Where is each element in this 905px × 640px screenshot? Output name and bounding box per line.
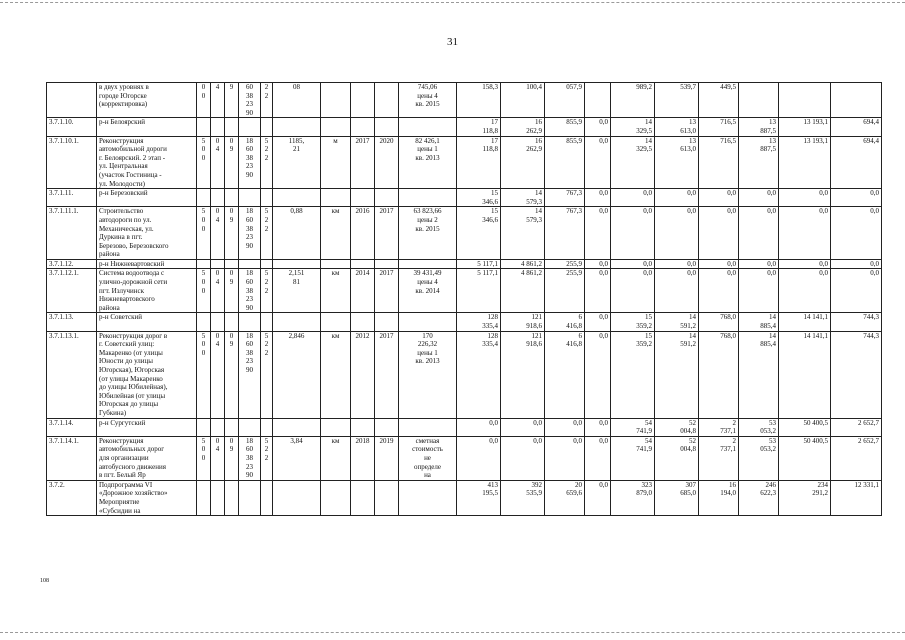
cell-d5 — [261, 189, 273, 207]
cell-v5: 15 359,2 — [611, 331, 655, 418]
cell-y2: 2020 — [375, 136, 399, 189]
cell-y1 — [351, 480, 375, 515]
cell-v4: 0,0 — [585, 259, 611, 269]
cell-y2: 2017 — [375, 207, 399, 260]
cell-v7: 16 194,0 — [699, 480, 739, 515]
cell-v3: 255,9 — [545, 269, 585, 313]
cell-v2: 16 262,9 — [501, 118, 545, 136]
cell-name: Реконструкция дорог в г. Советский улиц: Макаренко (от улицы Юности до улицы Югорская), Югорская (от улицы Макаренко до улицы Юбилейная), Юбилейная (от улицы Югорская до улицы Губкина) — [97, 331, 197, 418]
table-row — [47, 189, 882, 207]
cell-d6: 1185, 21 — [273, 136, 321, 189]
cell-v9: 13 193,1 — [779, 118, 831, 136]
cell-unit: км — [321, 207, 351, 260]
cell-d1: 5 0 0 — [197, 436, 211, 480]
cell-v9: 14 141,1 — [779, 331, 831, 418]
cell-v4: 0,0 — [585, 207, 611, 260]
scan-edge-bottom — [0, 632, 905, 633]
cell-v8: 13 887,5 — [739, 118, 779, 136]
cell-d2 — [211, 259, 225, 269]
cell-v6: 539,7 — [655, 83, 699, 118]
cell-d2 — [211, 189, 225, 207]
cell-v10: 2 652,7 — [831, 436, 882, 480]
cell-v3: 6 416,8 — [545, 331, 585, 418]
cell-cost — [399, 418, 457, 436]
cell-code: 3.7.1.11.1. — [47, 207, 97, 260]
cell-v6: 14 591,2 — [655, 313, 699, 331]
cell-d3 — [225, 480, 239, 515]
cell-v7: 716,5 — [699, 118, 739, 136]
cell-d3 — [225, 313, 239, 331]
cell-d2: 0 4 — [211, 436, 225, 480]
cell-v9 — [779, 83, 831, 118]
cell-d6: 2,846 — [273, 331, 321, 418]
cell-d1: 5 0 0 — [197, 136, 211, 189]
cell-v10: 694,4 — [831, 118, 882, 136]
cell-d6: 08 — [273, 83, 321, 118]
cell-y1: 2016 — [351, 207, 375, 260]
cell-v10 — [831, 83, 882, 118]
cell-v9: 50 400,5 — [779, 418, 831, 436]
cell-v8: 246 622,3 — [739, 480, 779, 515]
cell-v10: 12 331,1 — [831, 480, 882, 515]
cell-v10: 2 652,7 — [831, 418, 882, 436]
cell-v4: 0,0 — [585, 418, 611, 436]
cell-v9: 14 141,1 — [779, 313, 831, 331]
cell-v3: 0,0 — [545, 418, 585, 436]
cell-name: Строительство автодороги по ул. Механическая, ул. Дуркина в пгт. Березово, Березовского района — [97, 207, 197, 260]
cell-v5: 54 741,9 — [611, 418, 655, 436]
cell-d2: 0 4 — [211, 207, 225, 260]
cell-v2: 0,0 — [501, 418, 545, 436]
cell-y2: 2017 — [375, 269, 399, 313]
cell-name: Система водоотвода с улично-дорожной сети пгт. Излучинск Нижневартовского района — [97, 269, 197, 313]
cell-unit — [321, 259, 351, 269]
table-row — [47, 418, 882, 436]
cell-unit — [321, 418, 351, 436]
cell-y2 — [375, 189, 399, 207]
cell-d2 — [211, 418, 225, 436]
cell-v3: 767,3 — [545, 207, 585, 260]
cell-v7: 0,0 — [699, 189, 739, 207]
cell-d1: 0 0 — [197, 83, 211, 118]
cell-v1: 17 118,8 — [457, 118, 501, 136]
cell-v1: 0,0 — [457, 418, 501, 436]
cell-y1 — [351, 118, 375, 136]
cell-d6: 3,84 — [273, 436, 321, 480]
cell-code: 3.7.1.14.1. — [47, 436, 97, 480]
table-row — [47, 331, 882, 418]
cell-v6: 52 004,8 — [655, 436, 699, 480]
cell-d3: 0 9 — [225, 331, 239, 418]
cell-d1: 5 0 0 — [197, 269, 211, 313]
cell-d5: 5 2 2 — [261, 436, 273, 480]
cell-d1 — [197, 189, 211, 207]
cell-v9: 0,0 — [779, 269, 831, 313]
cell-d3 — [225, 118, 239, 136]
cell-v4: 0,0 — [585, 136, 611, 189]
cell-v10: 0,0 — [831, 259, 882, 269]
cell-d5 — [261, 480, 273, 515]
cell-v1: 17 118,8 — [457, 136, 501, 189]
cell-v4: 0,0 — [585, 269, 611, 313]
footer-marker: 108 — [40, 578, 49, 584]
cell-y2 — [375, 118, 399, 136]
cell-d4: 18 60 38 23 90 — [239, 331, 261, 418]
cell-v9: 234 291,2 — [779, 480, 831, 515]
cell-name: р-н Белоярский — [97, 118, 197, 136]
cell-name: Реконструкция автомобильной дороги г. Белоярский. 2 этап - ул. Центральная (участок Гостиница - ул. Молодости) — [97, 136, 197, 189]
cell-y1: 2014 — [351, 269, 375, 313]
cell-cost: 39 431,49 цены 4 кв. 2014 — [399, 269, 457, 313]
cell-d3: 0 9 — [225, 269, 239, 313]
cell-v6: 0,0 — [655, 259, 699, 269]
cell-v2: 4 861,2 — [501, 269, 545, 313]
table-row — [47, 207, 882, 260]
cell-v10: 694,4 — [831, 136, 882, 189]
cell-name: р-н Березовский — [97, 189, 197, 207]
cell-d6 — [273, 189, 321, 207]
cell-code: 3.7.1.12.1. — [47, 269, 97, 313]
cell-d1: 5 0 0 — [197, 331, 211, 418]
cell-v5: 0,0 — [611, 189, 655, 207]
cell-v3: 767,3 — [545, 189, 585, 207]
cell-v3: 855,9 — [545, 118, 585, 136]
cell-v4: 0,0 — [585, 189, 611, 207]
cell-v2: 16 262,9 — [501, 136, 545, 189]
cell-cost — [399, 259, 457, 269]
cell-d1 — [197, 418, 211, 436]
cell-v7: 449,5 — [699, 83, 739, 118]
cell-v4 — [585, 83, 611, 118]
cell-d3 — [225, 189, 239, 207]
cell-v2: 100,4 — [501, 83, 545, 118]
cell-v7: 2 737,1 — [699, 436, 739, 480]
cell-d2 — [211, 480, 225, 515]
cell-name: Реконструкция автомобильных дорог для организации автобусного движения в пгт. Белый Яр — [97, 436, 197, 480]
cell-y2 — [375, 480, 399, 515]
cell-code: 3.7.1.11. — [47, 189, 97, 207]
cell-y2 — [375, 418, 399, 436]
cell-d3: 0 9 — [225, 136, 239, 189]
cell-y2: 2017 — [375, 331, 399, 418]
cell-unit — [321, 83, 351, 118]
cell-d1 — [197, 118, 211, 136]
cell-d5: 5 2 2 — [261, 269, 273, 313]
cell-unit — [321, 118, 351, 136]
cell-v7: 716,5 — [699, 136, 739, 189]
cell-cost: 170 226,32 цены 1 кв. 2013 — [399, 331, 457, 418]
cell-code: 3.7.1.13. — [47, 313, 97, 331]
cell-v8: 0,0 — [739, 269, 779, 313]
cell-code: 3.7.1.14. — [47, 418, 97, 436]
cell-y1 — [351, 313, 375, 331]
cell-d3 — [225, 259, 239, 269]
cell-v2: 14 579,3 — [501, 189, 545, 207]
cell-v3: 855,9 — [545, 136, 585, 189]
cell-v4: 0,0 — [585, 331, 611, 418]
cell-v5: 0,0 — [611, 259, 655, 269]
table-row — [47, 259, 882, 269]
cell-v6: 52 004,8 — [655, 418, 699, 436]
cell-v9: 0,0 — [779, 207, 831, 260]
cell-v5: 14 329,5 — [611, 136, 655, 189]
cell-v8 — [739, 83, 779, 118]
cell-v9: 0,0 — [779, 259, 831, 269]
cell-y2 — [375, 259, 399, 269]
cell-v6: 13 613,0 — [655, 118, 699, 136]
cell-v3: 255,9 — [545, 259, 585, 269]
cell-cost: 745,06 цены 4 кв. 2015 — [399, 83, 457, 118]
table-row — [47, 83, 882, 118]
cell-v1: 5 117,1 — [457, 269, 501, 313]
cell-y2 — [375, 313, 399, 331]
cell-d6: 2,151 81 — [273, 269, 321, 313]
cell-v7: 0,0 — [699, 259, 739, 269]
cell-v7: 768,0 — [699, 313, 739, 331]
cell-v9: 13 193,1 — [779, 136, 831, 189]
cell-d2: 0 4 — [211, 269, 225, 313]
cell-unit — [321, 313, 351, 331]
cell-cost — [399, 118, 457, 136]
scan-edge-top — [0, 2, 905, 3]
cell-code: 3.7.1.13.1. — [47, 331, 97, 418]
cell-code: 3.7.1.10.1. — [47, 136, 97, 189]
cell-v7: 0,0 — [699, 269, 739, 313]
cell-name: р-н Сургутский — [97, 418, 197, 436]
cell-v5: 15 359,2 — [611, 313, 655, 331]
cell-v3: 0,0 — [545, 436, 585, 480]
cell-d2: 0 4 — [211, 331, 225, 418]
cell-v10: 0,0 — [831, 269, 882, 313]
cell-v5: 14 329,5 — [611, 118, 655, 136]
cell-v4: 0,0 — [585, 436, 611, 480]
cell-d2: 0 4 — [211, 136, 225, 189]
cell-v8: 14 885,4 — [739, 313, 779, 331]
table-row — [47, 436, 882, 480]
cell-v4: 0,0 — [585, 118, 611, 136]
cell-d5 — [261, 259, 273, 269]
cell-d4 — [239, 418, 261, 436]
cell-v2: 14 579,3 — [501, 207, 545, 260]
cell-v1: 413 195,5 — [457, 480, 501, 515]
cell-v10: 0,0 — [831, 207, 882, 260]
cell-y1 — [351, 418, 375, 436]
cell-d1: 5 0 0 — [197, 207, 211, 260]
cell-d6 — [273, 259, 321, 269]
cell-v3: 057,9 — [545, 83, 585, 118]
cell-v2: 121 918,6 — [501, 331, 545, 418]
cell-v8: 0,0 — [739, 259, 779, 269]
cell-v8: 14 885,4 — [739, 331, 779, 418]
cell-d4 — [239, 118, 261, 136]
cell-d6 — [273, 418, 321, 436]
cell-name: Подпрограмма VI «Дорожное хозяйство» Мероприятие «Субсидии на — [97, 480, 197, 515]
program-table — [46, 82, 882, 516]
cell-cost: сметная стоимость не определе на — [399, 436, 457, 480]
cell-d4: 18 60 38 23 90 — [239, 136, 261, 189]
cell-y1 — [351, 189, 375, 207]
cell-code: 3.7.1.12. — [47, 259, 97, 269]
cell-v1: 158,3 — [457, 83, 501, 118]
cell-y2 — [375, 83, 399, 118]
cell-d4: 60 38 23 90 — [239, 83, 261, 118]
cell-v6: 307 685,0 — [655, 480, 699, 515]
cell-v8: 0,0 — [739, 189, 779, 207]
cell-v8: 53 053,2 — [739, 418, 779, 436]
cell-code — [47, 83, 97, 118]
cell-y1 — [351, 83, 375, 118]
cell-v5: 54 741,9 — [611, 436, 655, 480]
cell-unit: км — [321, 436, 351, 480]
cell-d6 — [273, 313, 321, 331]
cell-v8: 0,0 — [739, 207, 779, 260]
table-row — [47, 118, 882, 136]
cell-v1: 15 346,6 — [457, 207, 501, 260]
cell-d5: 2 2 — [261, 83, 273, 118]
cell-d5: 5 2 2 — [261, 207, 273, 260]
cell-d4: 18 60 38 23 90 — [239, 207, 261, 260]
cell-v3: 6 416,8 — [545, 313, 585, 331]
cell-d4 — [239, 313, 261, 331]
cell-v7: 2 737,1 — [699, 418, 739, 436]
cell-v1: 0,0 — [457, 436, 501, 480]
cell-d4: 18 60 38 23 90 — [239, 436, 261, 480]
cell-v7: 768,0 — [699, 331, 739, 418]
cell-v6: 13 613,0 — [655, 136, 699, 189]
cell-v7: 0,0 — [699, 207, 739, 260]
cell-d5 — [261, 418, 273, 436]
cell-y1: 2018 — [351, 436, 375, 480]
cell-name: в двух уровнях в городе Югорске (корректировка) — [97, 83, 197, 118]
cell-d4 — [239, 480, 261, 515]
cell-cost — [399, 480, 457, 515]
cell-v1: 128 335,4 — [457, 331, 501, 418]
cell-d1 — [197, 313, 211, 331]
cell-cost — [399, 189, 457, 207]
cell-unit — [321, 189, 351, 207]
cell-code: 3.7.1.10. — [47, 118, 97, 136]
cell-v10: 744,3 — [831, 331, 882, 418]
cell-d3: 9 — [225, 83, 239, 118]
cell-d5: 5 2 2 — [261, 136, 273, 189]
cell-v1: 5 117,1 — [457, 259, 501, 269]
cell-d6 — [273, 118, 321, 136]
cell-unit: км — [321, 269, 351, 313]
cell-v5: 0,0 — [611, 207, 655, 260]
cell-unit: м — [321, 136, 351, 189]
cell-code: 3.7.2. — [47, 480, 97, 515]
cell-v4: 0,0 — [585, 313, 611, 331]
cell-d5 — [261, 313, 273, 331]
cell-d5 — [261, 118, 273, 136]
cell-v10: 744,3 — [831, 313, 882, 331]
cell-v5: 989,2 — [611, 83, 655, 118]
table-row — [47, 269, 882, 313]
cell-d5: 5 2 2 — [261, 331, 273, 418]
cell-v5: 323 879,0 — [611, 480, 655, 515]
cell-y2: 2019 — [375, 436, 399, 480]
cell-d1 — [197, 259, 211, 269]
page-number: 31 — [447, 36, 458, 48]
cell-v9: 0,0 — [779, 189, 831, 207]
cell-v1: 128 335,4 — [457, 313, 501, 331]
cell-d2 — [211, 313, 225, 331]
cell-v2: 0,0 — [501, 436, 545, 480]
cell-v9: 50 400,5 — [779, 436, 831, 480]
cell-d6: 0,88 — [273, 207, 321, 260]
table-row — [47, 313, 882, 331]
cell-v6: 0,0 — [655, 189, 699, 207]
cell-d2: 4 — [211, 83, 225, 118]
cell-y1: 2012 — [351, 331, 375, 418]
table-row — [47, 136, 882, 189]
cell-v10: 0,0 — [831, 189, 882, 207]
cell-unit — [321, 480, 351, 515]
cell-v8: 13 887,5 — [739, 136, 779, 189]
cell-v1: 15 346,6 — [457, 189, 501, 207]
cell-d6 — [273, 480, 321, 515]
cell-v6: 14 591,2 — [655, 331, 699, 418]
cell-unit: км — [321, 331, 351, 418]
cell-d4 — [239, 189, 261, 207]
cell-d1 — [197, 480, 211, 515]
cell-d2 — [211, 118, 225, 136]
cell-d4 — [239, 259, 261, 269]
cell-v8: 53 053,2 — [739, 436, 779, 480]
cell-cost — [399, 313, 457, 331]
cell-name: р-н Советский — [97, 313, 197, 331]
cell-y1: 2017 — [351, 136, 375, 189]
cell-v2: 4 861,2 — [501, 259, 545, 269]
cell-name: р-н Нижневартовский — [97, 259, 197, 269]
cell-d3 — [225, 418, 239, 436]
cell-v4: 0,0 — [585, 480, 611, 515]
cell-d3: 0 9 — [225, 207, 239, 260]
cell-d3: 0 9 — [225, 436, 239, 480]
cell-v6: 0,0 — [655, 269, 699, 313]
cell-d4: 18 60 38 23 90 — [239, 269, 261, 313]
table-row — [47, 480, 882, 515]
cell-v3: 20 659,6 — [545, 480, 585, 515]
cell-v6: 0,0 — [655, 207, 699, 260]
cell-v5: 0,0 — [611, 269, 655, 313]
cell-v2: 121 918,6 — [501, 313, 545, 331]
cell-y1 — [351, 259, 375, 269]
cell-cost: 82 426,1 цены 1 кв. 2013 — [399, 136, 457, 189]
cell-cost: 63 823,66 цены 2 кв. 2015 — [399, 207, 457, 260]
cell-v2: 392 535,9 — [501, 480, 545, 515]
